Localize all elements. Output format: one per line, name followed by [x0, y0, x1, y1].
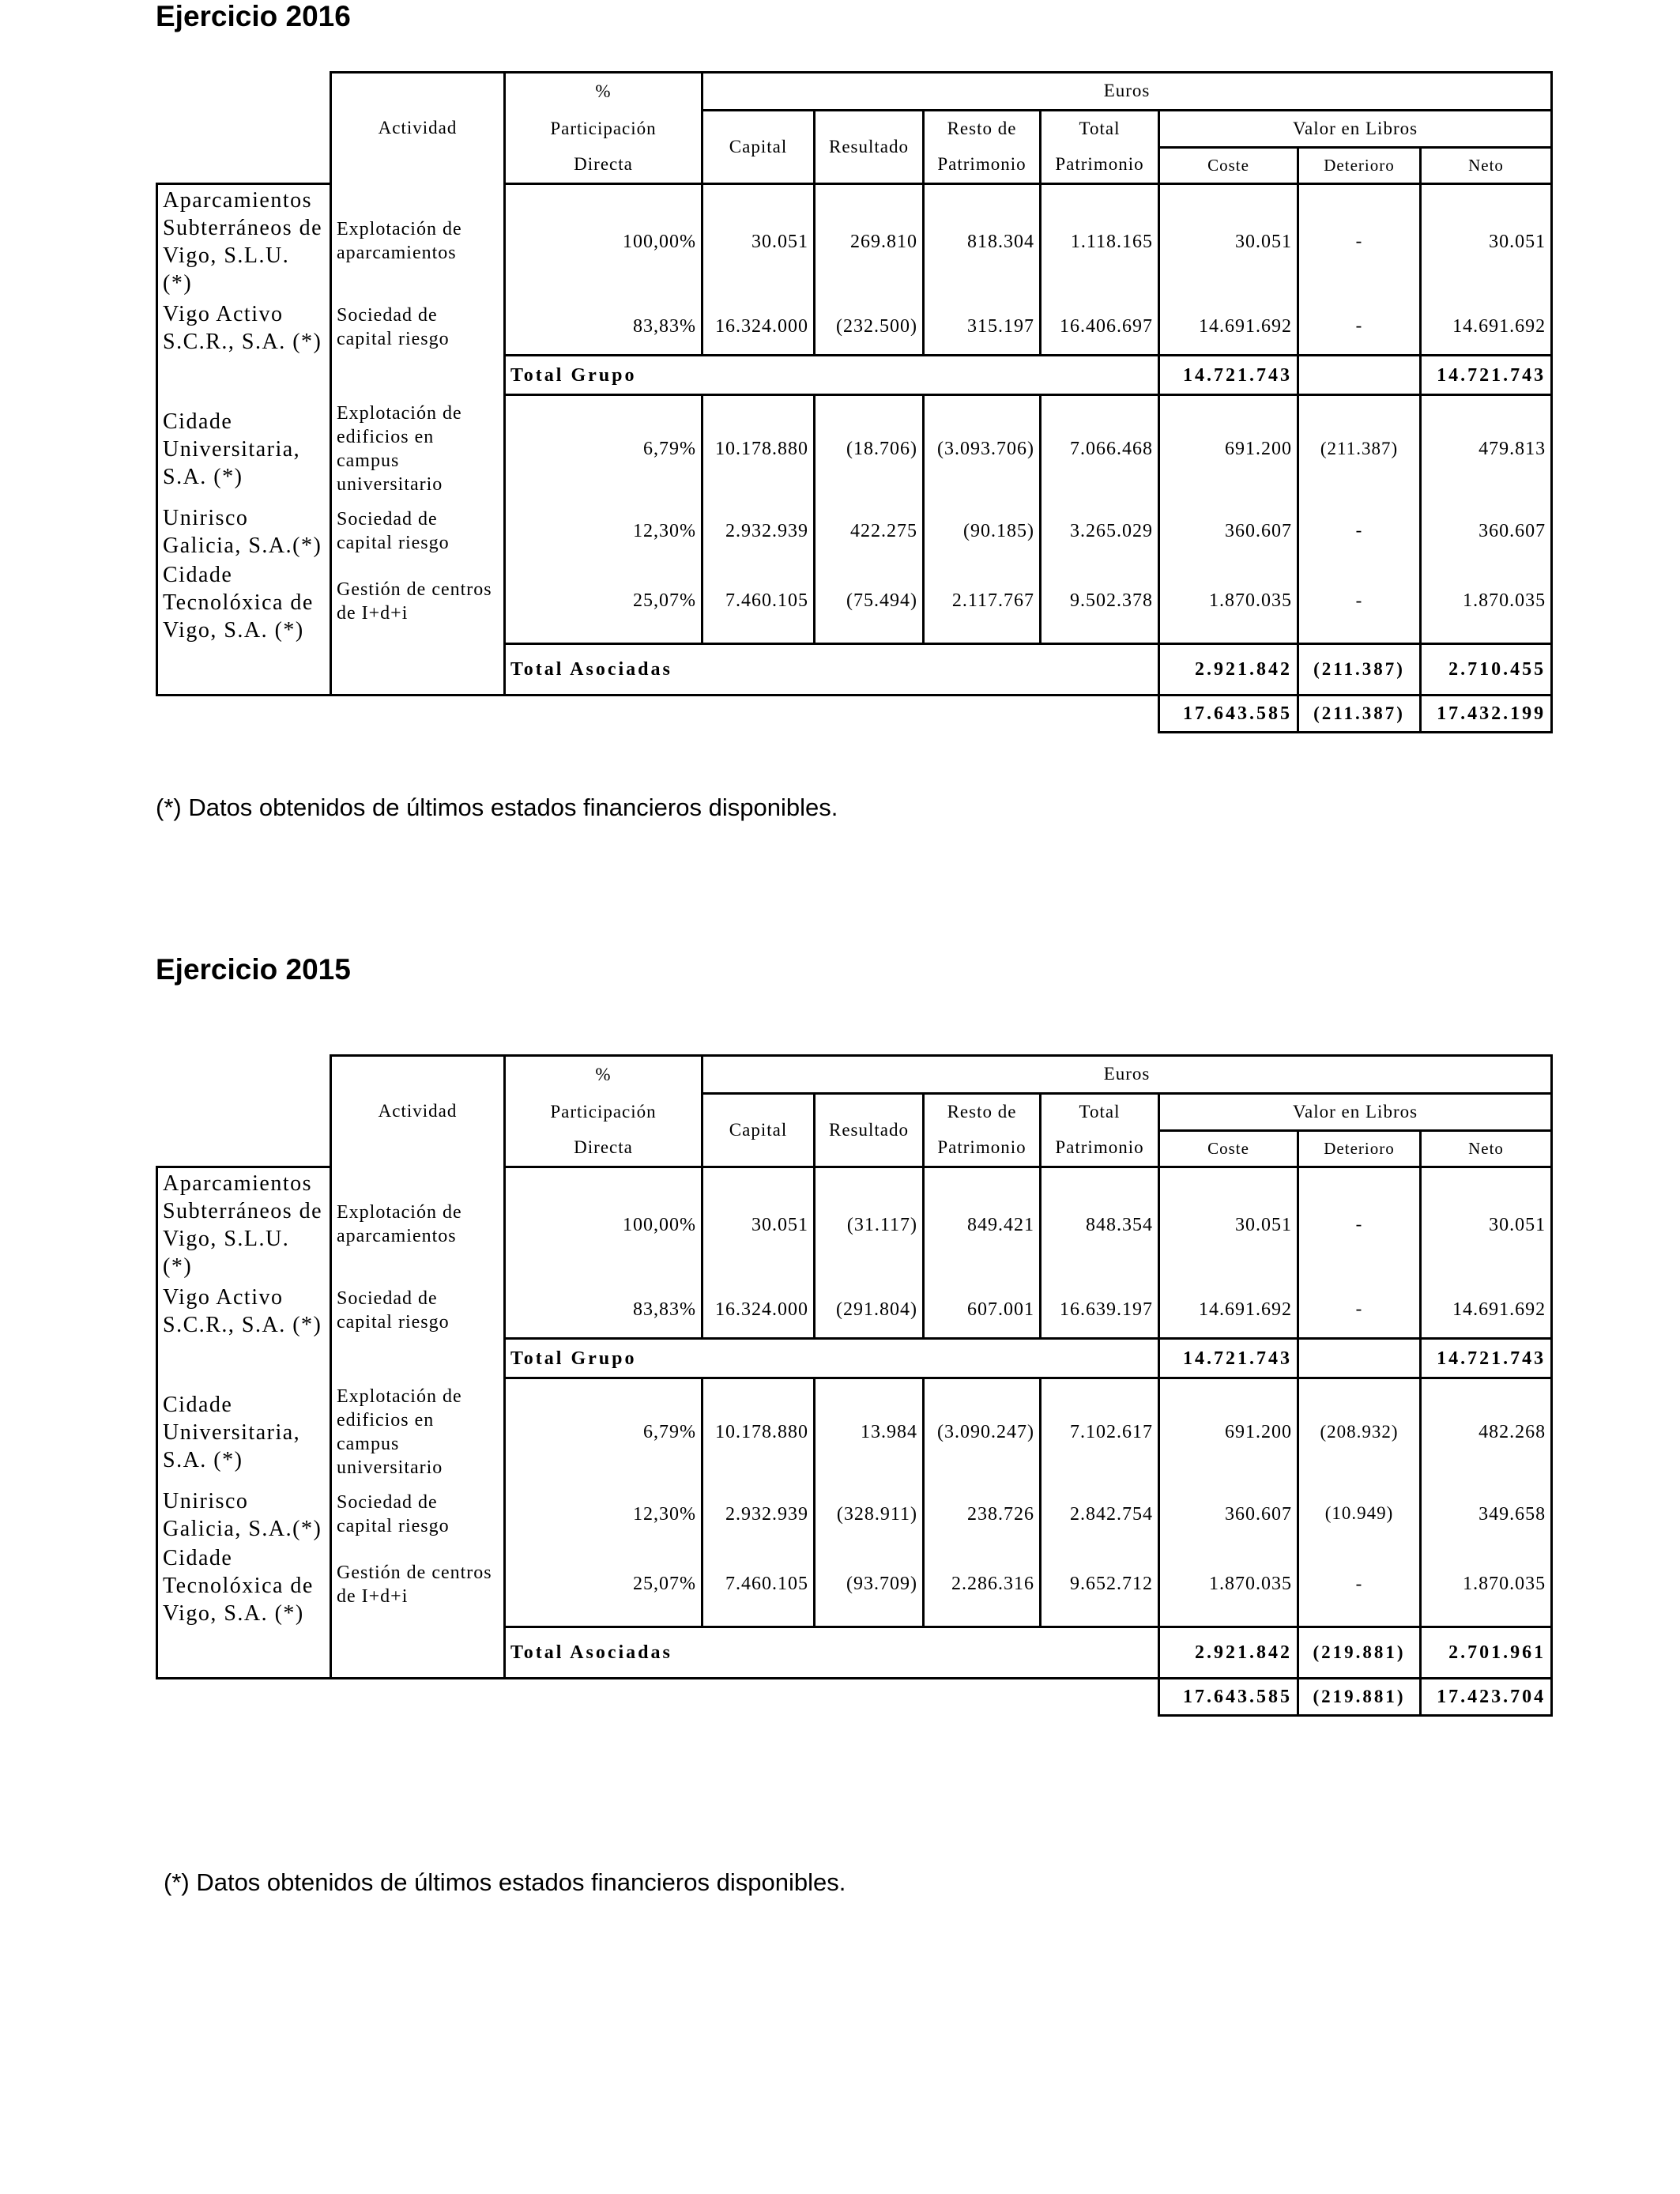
header-pct-participacion: Participación: [550, 1101, 657, 1122]
resto-value: 315.197: [924, 299, 1041, 356]
pct-value: 12,30%: [505, 503, 703, 560]
resto-value: 818.304: [924, 184, 1041, 299]
blank-corner: [157, 73, 331, 184]
resultado-value: 13.984: [815, 1378, 924, 1486]
pct-value: 6,79%: [505, 1378, 703, 1486]
capital-value: 2.932.939: [703, 1486, 815, 1543]
header-capital: Capital: [703, 111, 815, 184]
total-asociadas-neto: 2.701.961: [1421, 1627, 1552, 1679]
header-resto-l2: Patrimonio: [924, 1131, 1041, 1167]
table-row: [157, 1378, 1552, 1486]
capital-value: 30.051: [703, 184, 815, 299]
capital-value: 2.932.939: [703, 503, 815, 560]
coste-value: 360.607: [1159, 503, 1298, 560]
table-row: [157, 299, 1552, 356]
section-title-2015: Ejercicio 2015: [156, 953, 351, 986]
pct-value: 12,30%: [505, 1486, 703, 1543]
deterioro-value: -: [1298, 1167, 1421, 1282]
deterioro-value: -: [1298, 560, 1421, 644]
total-grupo-label: Total Grupo: [505, 356, 1159, 395]
neto-value: 30.051: [1421, 184, 1552, 299]
total-grupo-neto: 14.721.743: [1421, 1339, 1552, 1378]
header-pct-directa: Directa: [505, 148, 703, 184]
header-coste: Coste: [1159, 1131, 1298, 1167]
resto-value: (3.093.706): [924, 395, 1041, 503]
company-activity: Sociedad de capital riesgo: [331, 503, 505, 560]
header-resto-l1: Resto de: [924, 111, 1041, 148]
blank-corner: [157, 1056, 331, 1167]
company-name: Vigo Activo S.C.R., S.A. (*): [157, 299, 331, 356]
header-actividad: Actividad: [331, 1056, 505, 1167]
resto-value: 607.001: [924, 1282, 1041, 1339]
header-capital: Capital: [703, 1094, 815, 1167]
total-asociadas-deterioro: (219.881): [1298, 1627, 1421, 1679]
header-resultado: Resultado: [815, 111, 924, 184]
footnote-2016: (*) Datos obtenidos de últimos estados financieros disponibles.: [156, 794, 838, 821]
capital-value: 16.324.000: [703, 299, 815, 356]
resto-value: (90.185): [924, 503, 1041, 560]
header-euros: Euros: [703, 73, 1552, 111]
company-name: Unirisco Galicia, S.A.(*): [157, 1486, 331, 1543]
deterioro-value: -: [1298, 1282, 1421, 1339]
header-resto-l1: Resto de: [924, 1094, 1041, 1131]
capital-value: 7.460.105: [703, 1543, 815, 1627]
header-deterioro: Deterioro: [1298, 148, 1421, 184]
resultado-value: (31.117): [815, 1167, 924, 1282]
header-total-l1: Total: [1041, 1094, 1159, 1131]
header-neto: Neto: [1421, 148, 1552, 184]
header-euros: Euros: [703, 1056, 1552, 1094]
header-resultado: Resultado: [815, 1094, 924, 1167]
company-activity: Sociedad de capital riesgo: [331, 1486, 505, 1543]
total-patrimonio-value: 7.102.617: [1041, 1378, 1159, 1486]
header-coste: Coste: [1159, 148, 1298, 184]
pct-value: 100,00%: [505, 1167, 703, 1282]
total-patrimonio-value: 3.265.029: [1041, 503, 1159, 560]
resultado-value: (93.709): [815, 1543, 924, 1627]
capital-value: 16.324.000: [703, 1282, 815, 1339]
neto-value: 482.268: [1421, 1378, 1552, 1486]
resultado-value: 269.810: [815, 184, 924, 299]
coste-value: 30.051: [1159, 1167, 1298, 1282]
company-name: Aparcamientos Subterráneos de Vigo, S.L.U. (*): [157, 1167, 331, 1282]
resultado-value: (232.500): [815, 299, 924, 356]
neto-value: 1.870.035: [1421, 560, 1552, 644]
grand-total-coste: 17.643.585: [1159, 696, 1298, 733]
header-total-l2: Patrimonio: [1041, 148, 1159, 184]
total-grupo-deterioro: [1298, 356, 1421, 395]
footnote-2015: (*) Datos obtenidos de últimos estados financieros disponibles.: [164, 1868, 846, 1896]
header-deterioro: Deterioro: [1298, 1131, 1421, 1167]
company-activity: Sociedad de capital riesgo: [331, 1282, 505, 1339]
company-activity: Sociedad de capital riesgo: [331, 299, 505, 356]
deterioro-value: -: [1298, 184, 1421, 299]
neto-value: 479.813: [1421, 395, 1552, 503]
header-neto: Neto: [1421, 1131, 1552, 1167]
company-name: Cidade Tecnolóxica de Vigo, S.A. (*): [157, 560, 331, 644]
table-row: [157, 503, 1552, 560]
resultado-value: (291.804): [815, 1282, 924, 1339]
total-asociadas-coste: 2.921.842: [1159, 1627, 1298, 1679]
header-pct-directa: Directa: [505, 1131, 703, 1167]
company-name: Cidade Universitaria, S.A. (*): [157, 395, 331, 503]
header-pct-symbol: %: [505, 1056, 703, 1094]
resto-value: 2.286.316: [924, 1543, 1041, 1627]
company-name: Cidade Tecnolóxica de Vigo, S.A. (*): [157, 1543, 331, 1627]
header-valor-libros: Valor en Libros: [1159, 111, 1552, 148]
participations-table-2016: [156, 71, 1553, 733]
coste-value: 1.870.035: [1159, 560, 1298, 644]
total-patrimonio-value: 9.502.378: [1041, 560, 1159, 644]
capital-value: 10.178.880: [703, 1378, 815, 1486]
resto-value: 238.726: [924, 1486, 1041, 1543]
total-grupo-coste: 14.721.743: [1159, 1339, 1298, 1378]
grand-total-neto: 17.432.199: [1421, 696, 1552, 733]
neto-value: 349.658: [1421, 1486, 1552, 1543]
deterioro-value: -: [1298, 503, 1421, 560]
resto-value: (3.090.247): [924, 1378, 1041, 1486]
coste-value: 14.691.692: [1159, 1282, 1298, 1339]
company-name: Cidade Universitaria, S.A. (*): [157, 1378, 331, 1486]
total-asociadas-coste: 2.921.842: [1159, 644, 1298, 696]
total-patrimonio-value: 9.652.712: [1041, 1543, 1159, 1627]
total-patrimonio-value: 16.406.697: [1041, 299, 1159, 356]
total-grupo-coste: 14.721.743: [1159, 356, 1298, 395]
pct-value: 83,83%: [505, 1282, 703, 1339]
header-total-l1: Total: [1041, 111, 1159, 148]
table-row: [157, 1486, 1552, 1543]
participations-table-2015: [156, 1054, 1553, 1717]
total-asociadas-row: [157, 1627, 1552, 1679]
neto-value: 360.607: [1421, 503, 1552, 560]
table-row: [157, 560, 1552, 644]
capital-value: 10.178.880: [703, 395, 815, 503]
company-activity: Explotación de aparcamientos: [331, 184, 505, 299]
neto-value: 14.691.692: [1421, 1282, 1552, 1339]
resultado-value: 422.275: [815, 503, 924, 560]
pct-value: 100,00%: [505, 184, 703, 299]
deterioro-value: (211.387): [1298, 395, 1421, 503]
grand-total-neto: 17.423.704: [1421, 1679, 1552, 1716]
pct-value: 25,07%: [505, 560, 703, 644]
total-grupo-neto: 14.721.743: [1421, 356, 1552, 395]
header-resto-l2: Patrimonio: [924, 148, 1041, 184]
resultado-value: (75.494): [815, 560, 924, 644]
coste-value: 691.200: [1159, 395, 1298, 503]
company-activity: Gestión de centros de I+d+i: [331, 1543, 505, 1627]
coste-value: 360.607: [1159, 1486, 1298, 1543]
grand-total-coste: 17.643.585: [1159, 1679, 1298, 1716]
resultado-value: (18.706): [815, 395, 924, 503]
grand-total-deterioro: (219.881): [1298, 1679, 1421, 1716]
coste-value: 1.870.035: [1159, 1543, 1298, 1627]
capital-value: 30.051: [703, 1167, 815, 1282]
company-name: Unirisco Galicia, S.A.(*): [157, 503, 331, 560]
header-valor-libros: Valor en Libros: [1159, 1094, 1552, 1131]
neto-value: 1.870.035: [1421, 1543, 1552, 1627]
total-asociadas-row: [157, 644, 1552, 696]
total-grupo-deterioro: [1298, 1339, 1421, 1378]
company-activity: Explotación de edificios en campus universitario: [331, 395, 505, 503]
total-asociadas-label: Total Asociadas: [505, 1627, 1159, 1679]
total-asociadas-neto: 2.710.455: [1421, 644, 1552, 696]
header-pct-symbol: %: [505, 73, 703, 111]
coste-value: 14.691.692: [1159, 299, 1298, 356]
header-actividad: Actividad: [331, 73, 505, 184]
total-asociadas-label: Total Asociadas: [505, 644, 1159, 696]
total-grupo-row: [157, 356, 1552, 395]
header-pct-participacion: Participación: [550, 118, 657, 138]
total-patrimonio-value: 848.354: [1041, 1167, 1159, 1282]
section-title-2016: Ejercicio 2016: [156, 0, 351, 32]
deterioro-value: -: [1298, 1543, 1421, 1627]
deterioro-value: (208.932): [1298, 1378, 1421, 1486]
total-patrimonio-value: 2.842.754: [1041, 1486, 1159, 1543]
deterioro-value: -: [1298, 299, 1421, 356]
resto-value: 849.421: [924, 1167, 1041, 1282]
grand-total-row: [157, 1679, 1552, 1716]
company-activity: Gestión de centros de I+d+i: [331, 560, 505, 644]
grand-total-row: [157, 696, 1552, 733]
table-row: [157, 1282, 1552, 1339]
table-row: [157, 395, 1552, 503]
coste-value: 30.051: [1159, 184, 1298, 299]
table-row: [157, 184, 1552, 299]
neto-value: 30.051: [1421, 1167, 1552, 1282]
pct-value: 6,79%: [505, 395, 703, 503]
pct-value: 25,07%: [505, 1543, 703, 1627]
neto-value: 14.691.692: [1421, 299, 1552, 356]
company-activity: Explotación de aparcamientos: [331, 1167, 505, 1282]
total-patrimonio-value: 16.639.197: [1041, 1282, 1159, 1339]
company-name: Vigo Activo S.C.R., S.A. (*): [157, 1282, 331, 1339]
company-activity: Explotación de edificios en campus universitario: [331, 1378, 505, 1486]
total-patrimonio-value: 7.066.468: [1041, 395, 1159, 503]
total-grupo-label: Total Grupo: [505, 1339, 1159, 1378]
resto-value: 2.117.767: [924, 560, 1041, 644]
table-row: [157, 1543, 1552, 1627]
table-row: [157, 1167, 1552, 1282]
total-grupo-row: [157, 1339, 1552, 1378]
company-name: Aparcamientos Subterráneos de Vigo, S.L.U. (*): [157, 184, 331, 299]
grand-total-deterioro: (211.387): [1298, 696, 1421, 733]
header-total-l2: Patrimonio: [1041, 1131, 1159, 1167]
resultado-value: (328.911): [815, 1486, 924, 1543]
total-asociadas-deterioro: (211.387): [1298, 644, 1421, 696]
deterioro-value: (10.949): [1298, 1486, 1421, 1543]
coste-value: 691.200: [1159, 1378, 1298, 1486]
total-patrimonio-value: 1.118.165: [1041, 184, 1159, 299]
capital-value: 7.460.105: [703, 560, 815, 644]
pct-value: 83,83%: [505, 299, 703, 356]
